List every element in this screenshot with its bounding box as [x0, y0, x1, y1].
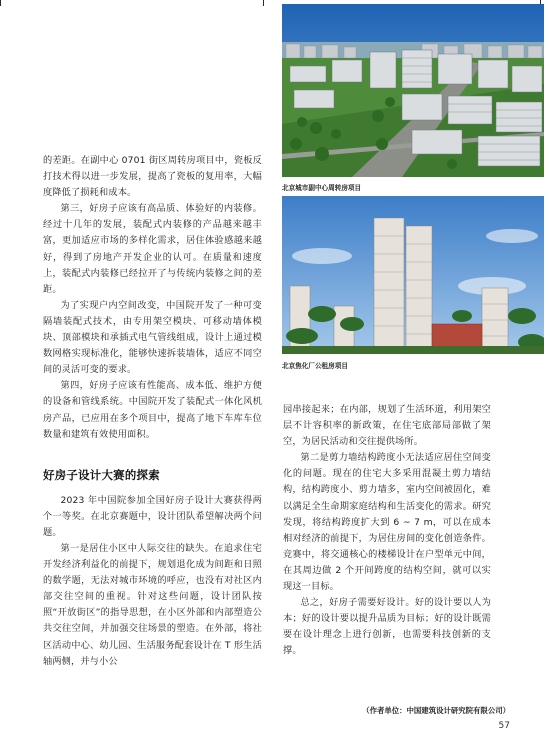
left-paragraph-4: 第四，好房子应该有性能高、成本低、维护方便的设备和管线系统。中国院开发了装配式一体化风机房产品，已应用在多个项目中，提高了地下车库车位数量和建筑有效使用面积。: [43, 380, 262, 440]
photo-caption-1: 北京城市副中心周转房项目: [282, 184, 362, 192]
right-paragraph-3: 总之，好房子需要好设计。好的设计要以人为本；好的设计要以提升品质为目标；好的设计既需要在设计理念上进行创新，也需要科技创新的支撑。: [283, 597, 491, 657]
photo-subcenter-housing: [282, 4, 544, 177]
right-column: [283, 402, 491, 660]
left-paragraph-6: 第一是居住小区中人际交往的缺失。在追求住宅开发经济利益化的前提下，规划退化成为间距和日照的数学题，无法对城市环境的呼应，也没有对社区内部交往空间的重视。针对这些问题，设计团队按照“开放街区”的指导思想，在小区外部和内部塑造公共交往空间，并加强交往场景的塑造。在外部，将社区活动中心、幼儿园、生活服务配套设计在 T 形生活轴两侧，并与小公: [43, 542, 262, 667]
photo-coking-plant-housing: [282, 196, 544, 354]
aerial-housing-illustration: [282, 4, 544, 177]
crop-mark-top-left: [0, 0, 1, 6]
left-paragraph-3: 为了实现户内空间改变，中国院开发了一种可变隔墙装配式技术，由专用架空模块、可移动墙体模块、顶部模块和承插式电气管线组成，设计上通过模数网格实现标准化，能够快速拆装墙体，适应不同空间的灵活可变的要求。: [43, 299, 262, 376]
left-column: [43, 153, 262, 670]
photo-caption-2: 北京焦化厂公租房项目: [282, 362, 348, 370]
right-paragraph-2: 第二是剪力墙结构跨度小无法适应居住空间变化的问题。现在的住宅大多采用混凝土剪力墙结构，结构跨度小、剪力墙多，室内空间被固化，难以满足全生命期家庭结构和生活变化的需求。研究发现，将结构跨度扩大到 6 ~ 7 m，可以在成本相对经济的前提下，为居住房间的变化创造条件。竞赛中，将交通核心的楼梯设计在户型单元中间，在其周边做 2 个开间跨度的结构空间，就可以实现这一目标。: [283, 452, 491, 593]
left-paragraph-1: 的差距。在副中心 0701 街区周转房项目中，瓷板反打技术得以进一步发展，提高了瓷板的复用率，大幅度降低了损耗和成本。: [43, 155, 262, 199]
left-paragraph-2: 第三，好房子应该有高品质、体验好的内装修。经过十几年的发展，装配式内装修的产品越来越丰富，更加适应市场的多样化需求，居住体验感越来越好，得到了房地产开发企业的认可。在质量和速度上，装配式内装修已经拉开了与传统内装修之间的差距。: [43, 203, 262, 295]
page-number: 57: [498, 721, 510, 731]
section-heading: 好房子设计大赛的探索: [43, 467, 160, 482]
tower-housing-illustration: [282, 196, 544, 354]
author-affiliation: （作者单位：中国建筑设计研究院有限公司）: [362, 706, 510, 715]
crop-mark-top-center: [263, 0, 264, 6]
right-paragraph-1: 园串接起来；在内部，规划了生活环道，利用架空层不计容积率的新政策，在住宅底部局部做了架空，为居民活动和交往提供场所。: [283, 404, 491, 448]
left-paragraph-5: 2023 年中国院参加全国好房子设计大赛获得两个一等奖。在北京赛题中，设计团队希望解决两个问题。: [43, 494, 262, 538]
